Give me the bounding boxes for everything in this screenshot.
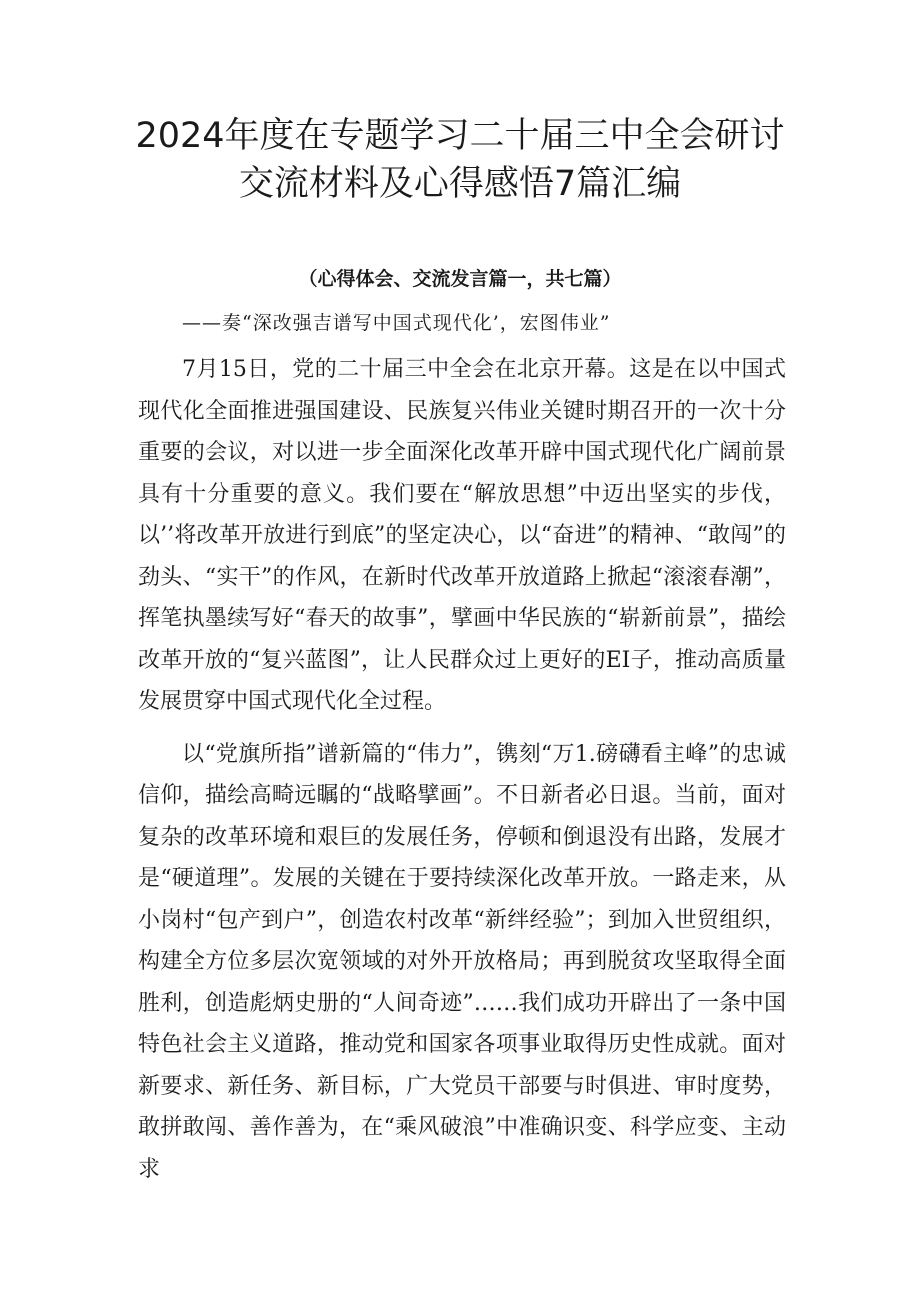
document-subline: ——奏“深改强吉谱写中国式现代化’，宏图伟业” bbox=[182, 312, 611, 334]
document-body bbox=[138, 349, 786, 1190]
body-paragraph-2: 以“党旗所指”谱新篇的“伟力”，镌刻“万1.磅礴看主峰”的忠诚信仰，描绘高畸远瞩的“战略擘画”。不日新者必日退。当前，面对复杂的改革环境和艰巨的发展任务，停顿和倒退没有出路，发展才是“硬道理”。发展的关键在于要持续深化改革开放。一路走来，从小岗村“包产到户”，创造农村改革“新绊经验”；到加入世贸组织，构建全方位多层次宽领域的对外开放格局；再到脱贫攻坚取得全面胜利，创造彪炳史册的“人间奇迹”……我们成功开辟出了一条中国特色社会主义道路，推动党和国家各项事业取得历史性成就。面对新要求、新任务、新目标，广大党员干部要与时俱进、审时度势，敢拼敢闯、善作善为，在“乘风破浪”中准确识变、科学应变、主动求 bbox=[138, 741, 786, 1182]
document-title-line-2: 交流材料及心得感悟7篇汇编 bbox=[238, 164, 682, 204]
body-paragraph-1: 7月15日，党的二十届三中全会在北京开幕。这是在以中国式现代化全面推进强国建设、民族复兴伟业关键时期召开的一次十分重要的会议，对以进一步全面深化改革开辟中国式现代化广阔前景具有十分重要的意义。我们要在“解放思想”中迈出坚实的步伐，以’’将改革开放进行到底”的坚定决心，以“奋进”的精神、“敢闯”的劲头、“实干”的作风，在新时代改革开放道路上掀起“滚滚春潮”，挥笔执墨续写好“春天的故事”，擘画中华民族的“崭新前景”，描绘改革开放的“复兴蓝图”，让人民群众过上更好的EI子，推动高质量发展贯穿中国式现代化全过程。 bbox=[138, 357, 786, 714]
document-title-line-1: 2024年度在专题学习二十届三中全会研讨 bbox=[135, 116, 785, 156]
document-subtitle: （心得体会、交流发言篇一，共七篇） bbox=[298, 268, 622, 290]
